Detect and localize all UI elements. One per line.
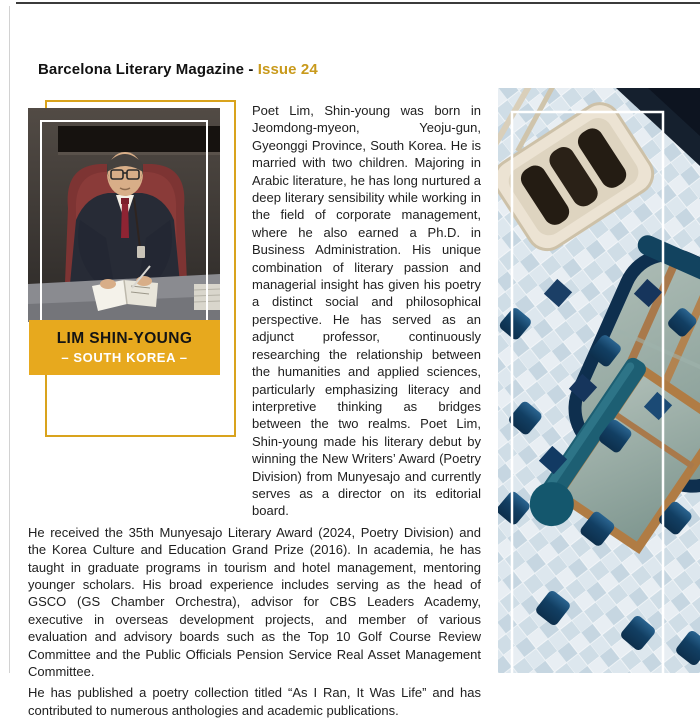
author-bio-awards: He received the 35th Munyesajo Literary Award (2024, Poetry Division) and the Korea Culture and Education Grand Prize (2016). In academia, he has taught in graduate programs in tourism and hotel management, mentoring younger scholars. His broad experience includes serving as the head of GSCO (GS Chamber Orchestra), advisor for CBS Leaders Academy, executive in overseas development projects, and member of various evaluation and advisory boards such as the Top 10 Golf Course Review Committee and the Public Officials Pension Service Real Asset Management Committee. <box>28 524 481 679</box>
author-country: – SOUTH KOREA – <box>61 350 188 365</box>
author-name: LIM SHIN-YOUNG <box>56 330 193 347</box>
article-body <box>28 100 481 719</box>
magazine-title: Barcelona Literary Magazine - <box>38 61 254 78</box>
author-bio-publications: He has published a poetry collection titled “As I Ran, It Was Life” and has contributed to numerous anthologies and academic publications. <box>28 685 481 718</box>
author-name-card <box>29 320 220 375</box>
magazine-header <box>38 61 318 78</box>
profile-section <box>28 100 481 520</box>
author-bio-intro: Poet Lim, Shin-young was born in Jeomdong-myeon, Yeoju-gun, Gyeonggi Province, South Korea. He is married with two children. Majoring in Arabic literature, he has long nurtured a deep literary sensibility while working in the field of corporate management, where he also earned a Ph.D. in Business Administration. His unique combination of literary passion and managerial insight has given his poetry a distinct social and philosophical perspective. He has served as an adjunct professor, continuously researching the relationship between the humanities and applied sciences, particularly emphasizing literacy and interpretive thinking as bridges between the two realms. Poet Lim, Shin-young made his literary debut by winning the New Writers’ Award (Poetry Division) from Munyesajo and currently serves as a director on its editorial board. <box>252 103 481 519</box>
page-left-rule <box>9 6 10 673</box>
author-photo-figure <box>28 100 240 440</box>
casa-batllo-facade-image <box>498 88 700 673</box>
author-portrait-image <box>28 108 220 322</box>
page-top-rule <box>16 2 700 4</box>
issue-number: Issue 24 <box>253 61 318 78</box>
